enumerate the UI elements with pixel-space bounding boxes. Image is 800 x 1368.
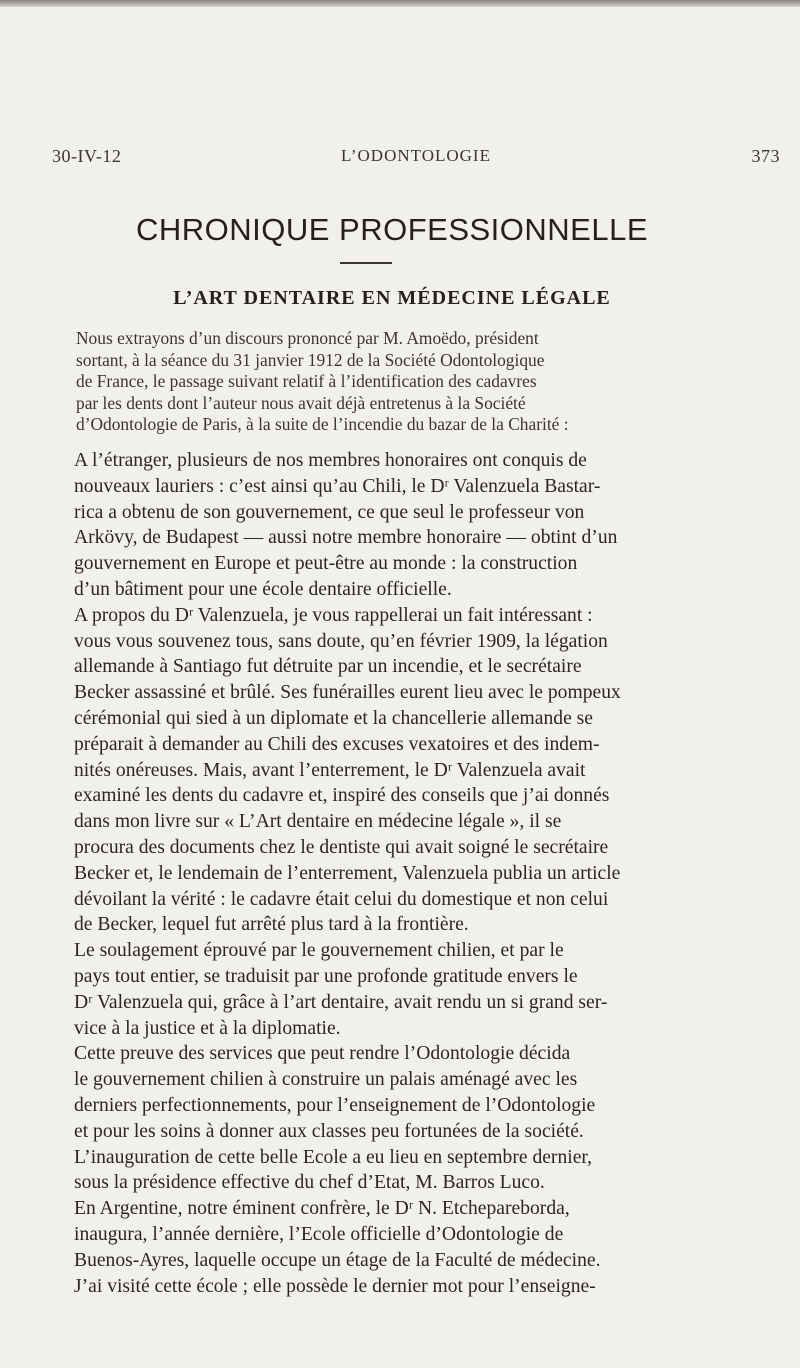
- body-line: préparait à demander au Chili des excuses vexatoires et des indem-: [74, 733, 600, 755]
- header-journal: L’ODONTOLOGIE: [341, 146, 491, 165]
- article-body: [52, 448, 780, 1299]
- body-line: pays tout entier, se traduisit par une profonde gratitude envers le: [74, 965, 578, 987]
- body-paragraph: [52, 938, 780, 1041]
- body-line: Cette preuve des services que peut rendre l’Odontologie décida: [74, 1043, 571, 1065]
- body-line: vous vous souvenez tous, sans doute, qu’en février 1909, la légation: [74, 630, 608, 652]
- article-title: L’ART DENTAIRE EN MÉDECINE LÉGALE: [173, 287, 611, 309]
- body-line: J’ai visité cette école ; elle possède le dernier mot pour l’enseigne-: [74, 1275, 596, 1297]
- header-date: 30-IV-12: [52, 146, 122, 166]
- intro-line: Nous extrayons d’un discours prononcé par M. Amoëdo, président: [76, 328, 539, 348]
- body-line: dans mon livre sur « L’Art dentaire en médecine légale », il se: [74, 811, 562, 833]
- title-divider: [340, 262, 392, 264]
- body-line: derniers perfectionnements, pour l’enseignement de l’Odontologie: [74, 1094, 596, 1116]
- body-line: le gouvernement chilien à construire un palais aménagé avec les: [74, 1069, 578, 1091]
- body-line: cérémonial qui sied à un diplomate et la chancellerie allemande se: [74, 707, 594, 729]
- body-line: Dʳ Valenzuela qui, grâce à l’art dentaire, avait rendu un si grand ser-: [74, 991, 608, 1013]
- body-line: examiné les dents du cadavre et, inspiré des conseils que j’ai donnés: [74, 785, 610, 807]
- body-line: L’inauguration de cette belle Ecole a eu lieu en septembre dernier,: [74, 1146, 593, 1168]
- body-line: En Argentine, notre éminent confrère, le Dʳ N. Etchepareborda,: [74, 1198, 570, 1220]
- body-line: de Becker, lequel fut arrêté plus tard à la frontière.: [74, 914, 469, 936]
- body-line: A propos du Dʳ Valenzuela, je vous rappellerai un fait intéressant :: [74, 604, 593, 626]
- body-line: A l’étranger, plusieurs de nos membres honoraires ont conquis de: [74, 450, 587, 471]
- body-paragraph: [52, 1196, 780, 1299]
- body-line: Le soulagement éprouvé par le gouvernement chilien, et par le: [74, 940, 564, 962]
- intro-paragraph: [52, 328, 780, 436]
- body-paragraph: [52, 448, 780, 603]
- body-line: gouvernement en Europe et peut-être au monde : la construction: [74, 553, 578, 575]
- body-line: d’un bâtiment pour une école dentaire officielle.: [74, 578, 452, 600]
- body-line: nouveaux lauriers : c’est ainsi qu’au Chili, le Dʳ Valenzuela Bastar-: [74, 475, 601, 497]
- running-head: [52, 146, 780, 170]
- intro-text: [52, 328, 780, 436]
- header-page-number: 373: [751, 146, 780, 166]
- body-line: procura des documents chez le dentiste qui avait soigné le secrétaire: [74, 836, 609, 858]
- body-line: nités onéreuses. Mais, avant l’enterrement, le Dʳ Valenzuela avait: [74, 759, 586, 781]
- body-line: vice à la justice et à la diplomatie.: [74, 1017, 341, 1039]
- body-line: Buenos-Ayres, laquelle occupe un étage de la Faculté de médecine.: [74, 1249, 601, 1271]
- body-paragraph: [52, 603, 780, 938]
- body-line: Becker et, le lendemain de l’enterrement, Valenzuela publia un article: [74, 862, 621, 884]
- body-paragraph: [52, 1145, 780, 1197]
- body-line: dévoilant la vérité : le cadavre était celui du domestique et non celui: [74, 888, 609, 910]
- intro-line: par les dents dont l’auteur nous avait déjà entretenus à la Société: [76, 392, 526, 413]
- body-line: inaugura, l’année dernière, l’Ecole officielle d’Odontologie de: [74, 1223, 564, 1245]
- intro-line: sortant, à la séance du 31 janvier 1912 de la Société Odontologique: [76, 349, 545, 370]
- body-line: et pour les soins à donner aux classes peu fortunées de la société.: [74, 1120, 584, 1142]
- body-line: sous la présidence effective du chef d’Etat, M. Barros Luco.: [74, 1172, 545, 1194]
- body-line: Arkövy, de Budapest — aussi notre membre honoraire — obtint d’un: [74, 527, 618, 549]
- section-title: CHRONIQUE PROFESSIONNELLE: [135, 212, 649, 247]
- intro-line: d’Odontologie de Paris, à la suite de l’incendie du bazar de la Charité :: [76, 414, 569, 435]
- page-top-edge: [0, 0, 800, 7]
- body-paragraph: [52, 1041, 780, 1144]
- body-line: Becker assassiné et brûlé. Ses funérailles eurent lieu avec le pompeux: [74, 682, 621, 704]
- body-line: rica a obtenu de son gouvernement, ce que seul le professeur von: [74, 501, 585, 523]
- intro-line: de France, le passage suivant relatif à l’identification des cadavres: [76, 371, 537, 392]
- body-line: allemande à Santiago fut détruite par un incendie, et le secrétaire: [74, 656, 582, 678]
